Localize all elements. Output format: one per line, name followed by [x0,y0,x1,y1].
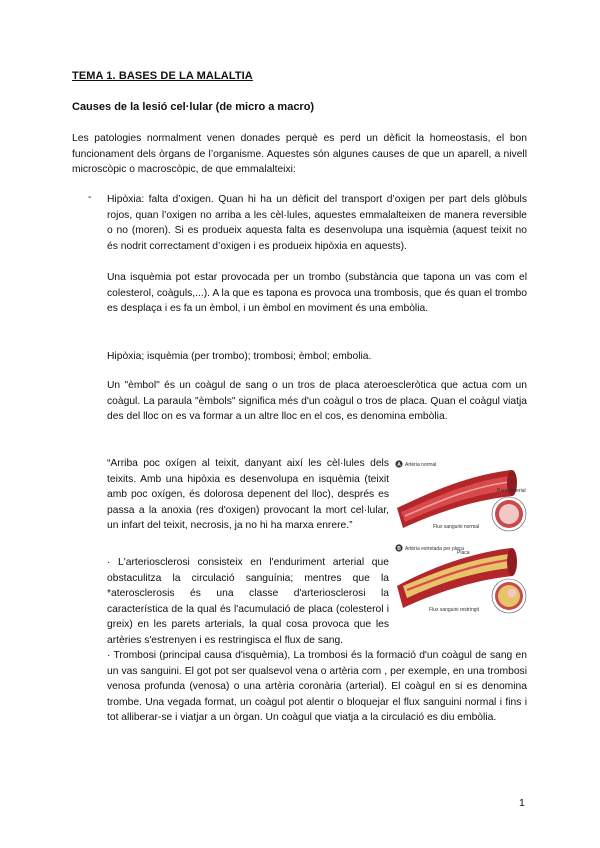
label-plaque: Placa [457,550,470,556]
arteriosclerosis-paragraph: · L'arteriosclerosi consisteix en l'enduriment arterial que obstaculitza la circulació sanguínia; mentres que la *aterosclerosis és una classe d'arteriosclerosi la característica de la qual és l'acumulació de placa (colesterol i greix) en les parets arterials, la qual cosa provoca que les artèries s'estrenyen i es restringisca el flux de sang. [107,557,389,646]
label-restricted-flow: Flux sanguini restringit [429,607,480,613]
embolus-paragraph: Un "èmbol" és un coàgul de sang o un tros de placa ateroescleròtica que actua com un coàgul. La paraula "èmbols" significa més d'un coàgul o tros de placa. Quan el coàgul viatja des del lloc on es va formar a un altre lloc en el cos, es denomina embòlia. [107,380,527,423]
panel-b-marker: B [397,545,401,552]
document-title: TEMA 1. BASES DE LA MALALTIA [72,70,253,82]
artery-diagram-svg [393,456,533,634]
quote-paragraph: “Arriba poc oxígen al teixit, danyant així les cèl·lules dels teixits. Amb una hipòxia es desenvolupa en isquèmia (teixit amb poc oxígen, és dolorosa depenent del lloc), després es passa a la anoxia (res d'oxigen) provocant la mort cel·lular, un infart del teixit, necrosis, ja no hi ha marxa enrere.” [107,458,389,532]
cross-section-b-lumen [508,589,517,598]
cross-section-a-lumen [499,504,519,524]
label-normal-flow: Flux sanguini normal [433,524,480,530]
artery-b-opening [507,548,517,576]
panel-a-title: Artèria normal [405,462,437,468]
bullet-marker: - [88,192,92,203]
panel-b-title: Artèria estretada per placa [405,546,464,552]
sequence-summary: Hipòxia; isquèmia (per trombo); trombosi; èmbol; embolia. [107,351,372,362]
panel-a-marker: A [397,461,401,468]
intro-paragraph: Les patologies normalment venen donades perquè es perd un dèficit la homeostasis, el bon funcionament dels òrgans de l’organisme. Aquestes són algunes causes de que un aparell, a nivell microscòpic o macroscòpic, de que emmalalteixi: [72,133,527,176]
ischemia-paragraph: Una isquèmia pot estar provocada per un trombo (substància que tapona un vas com el colesterol, coàguls,...). A la que es tapona es provoca una trombosis, que és quan el trombo es desplaça i es fa un èmbol, i un èmbol en moviment és una embòlia. [107,272,527,315]
artery-illustration [393,456,533,634]
thrombosis-paragraph: · Trombosi (principal causa d'isquèmia), La trombosi és la formació d'un coàgul de sang en un vas sanguini. El got pot ser qualsevol vena o artèria com , per exemple, en una trombosi venosa profunda (venosa) o una artèria coronària (arterial). El coàgul en si es denomina trombe. Una vegada format, un coàgul pot alentir o bloquejar el flux sanguini normal i fins i tot alliberar-se i viatjar a un òrgan. Un coàgul que viatja a la circulació es diu embòlia. [107,650,527,724]
hypoxia-paragraph: Hipòxia: falta d’oxigen. Quan hi ha un dèficit del transport d’oxigen per part dels glòbuls rojos, quan l’oxigen no arriba a les cèl·lules, aquestes emmalalteixen de manera reversible o no (moren). Si es produeix aquesta falta es desenvolupa una isquèmia (aquest teixit no és nodrit correctament d’oxigen i es produeix hipòxia en aquests). [107,194,527,252]
page-number: 1 [519,797,525,809]
label-arterial-wall: Paret arterial [497,488,526,494]
section-subtitle: Causes de la lesió cel·lular (de micro a macro) [72,101,315,113]
